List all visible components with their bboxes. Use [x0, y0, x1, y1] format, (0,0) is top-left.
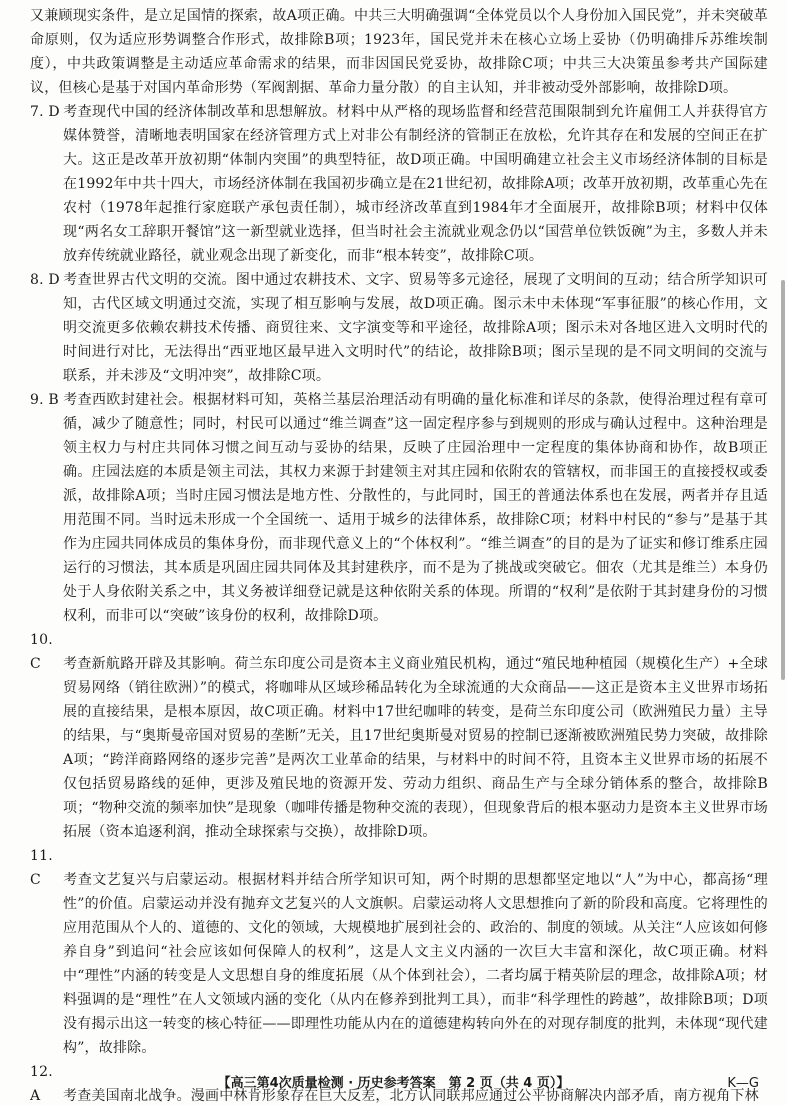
answer-number: 10. C	[30, 632, 53, 672]
answer-number: 12. A	[30, 1064, 53, 1104]
vertical-scrollbar[interactable]	[781, 280, 785, 680]
answer-explanation: 考查现代中国的经济体制改革和思想解放。材料中从严格的现场监督和经营范围限制到允许雇佣工人并获得官方媒体赞誉，清晰地表明国家在经济管理方式上对非公有制经济的管制正在放松，允许其存在和发展的空间正在扩大。这正是改革开放初期“体制内突围”的典型特征，故D项正确。中国明确建立社会主义市场经济体制的目标是在1992年中共十四大，市场经济体制在我国初步确立是在21世纪初，故排除A项；改革开放初期，改革重心先在农村（1978年起推行家庭联产承包责任制），城市经济改革直到1984年才全面展开，故排除B项；材料中仅体现“两名女工辞职开餐馆”这一新型就业选择，但当时社会主流就业观念仍以“国营单位铁饭碗”为主，多数人并未放弃传统就业路径，就业观念出现了新变化，而非“根本转变”，故排除C项。	[63, 104, 768, 264]
answer-number: 7. D	[30, 104, 60, 120]
answer-explanation: 考查西欧封建社会。根据材料可知，英格兰基层治理活动有明确的量化标准和详尽的条款，使得治理过程有章可循，减少了随意性；同时，村民可以通过“维兰调查”这一固定程序参与到规则的形成与确认过程中。这种治理是领主权力与村庄共同体习惯之间互动与妥协的结果，反映了庄园治理中一定程度的集体协商和协作，故B项正确。庄园法庭的本质是领主司法，其权力来源于封建领主对其庄园和依附农的管辖权，而非国王的直接授权或委派，故排除A项；当时庄园习惯法是地方性、分散性的，与此同时，国王的普通法体系也在发展，两者并存且适用范围不同。当时远未形成一个全国统一、适用于城乡的法律体系，故排除C项；材料中村民的“参与”是基于其作为庄园共同体成员的集体身份，而非现代意义上的“个体权利”。“维兰调查”的目的是为了证实和修订维系庄园运行的习惯法，其本质是巩固庄园共同体及其封建秩序，而不是为了挑战或突破它。佃农（尤其是维兰）本身仍处于人身依附关系之中，其义务被详细登记就是这种依附关系的体现。所谓的“权利”是依附于其封建身份的习惯权利，而非可以“突破”该身份的权利，故排除D项。	[63, 392, 768, 624]
answer-explanation: 考查新航路开辟及其影响。荷兰东印度公司是资本主义商业殖民机构，通过“殖民地种植园（规模化生产）+全球贸易网络（销往欧洲）”的模式，将咖啡从区域珍稀品转化为全球流通的大众商品——这正是资本主义世界市场拓展的直接结果，是根本原因，故C项正确。材料中17世纪咖啡的转变，是荷兰东印度公司（欧洲殖民力量）主导的结果，与“奥斯曼帝国对贸易的垄断”无关，且17世纪奥斯曼对贸易的控制已逐渐被欧洲殖民势力突破，故排除A项；“跨洋商路网络的逐步完善”是两次工业革命的结果，与材料中的时间不符，且资本主义世界市场的拓展不仅包括贸易路线的延伸，更涉及殖民地的资源开发、劳动力组织、商品生产与全球分销体系的整合，故排除B项；“物种交流的频率加快”是现象（咖啡传播是物种交流的表现），但现象背后的根本驱动力是资本主义世界市场拓展（资本追逐利润，推动全球探索与交换），故排除D项。	[63, 656, 768, 840]
answer-item-8	[30, 268, 768, 388]
answer-item-7	[30, 100, 768, 268]
answer-explanation: 考查文艺复兴与启蒙运动。根据材料并结合所学知识可知，两个时期的思想都坚定地以“人”为中心，都高扬“理性”的价值。启蒙运动并没有抛弃文艺复兴的人文旗帜。启蒙运动将人文思想推向了新的阶段和高度。它将理性的应用范围从个人的、道德的、文化的领域，大规模地扩展到社会的、政治的、制度的领域。从关注“人应该如何修养自身”到追问“社会应该如何保障人的权利”，这是人文主义内涵的一次巨大丰富和深化，故C项正确。材料中“理性”内涵的转变是人文思想自身的维度拓展（从个体到社会），二者均属于精英阶层的理念，故排除A项；材料强调的是“理性”在人文领域内涵的变化（从内在修养到批判工具），而非“科学理性的跨越”，故排除B项；D项没有揭示出这一转变的核心特征——即理性功能从内在的道德建构转向外在的对现存制度的批判，未体现“现代建构”，故排除。	[63, 872, 768, 1056]
document-body	[30, 4, 768, 1108]
answer-number: 11. C	[30, 848, 53, 888]
footer-title: 【高三第4次质量检测 · 历史参考答案 第 2 页（共 4 页）】	[217, 1076, 570, 1091]
lead-paragraph: 又兼顾现实条件，是立足国情的探索，故A项正确。中共三大明确强调“全体党员以个人身份加入国民党”，并未突破革命原则，仅为适应形势调整合作形式，故排除B项；1923年，国民党并未在核心立场上妥协（仍明确排斥苏维埃制度），中共政策调整是主动适应革命需求的结果，而非因国民党妥协，故排除C项；中共三大决策虽参考共产国际建议，但核心是基于对国内革命形势（军阀割据、革命力量分散）的自主认知，并非被动受外部影响，故排除D项。	[30, 8, 768, 96]
answer-explanation: 考查世界古代文明的交流。图中通过农耕技术、文字、贸易等多元途径，展现了文明间的互动；结合所学知识可知，古代区域文明通过交流，实现了相互影响与发展，故D项正确。图示未中未体现“军事征服”的核心作用，文明交流更多依赖农耕技术传播、商贸往来、文字演变等和平途径，故排除A项；图示未对各地区进入文明时代的时间进行对比，无法得出“西亚地区最早进入文明时代”的结论，故排除B项；图示呈现的是不同文明间的交流与联系，并未涉及“文明冲突”，故排除C项。	[63, 272, 768, 384]
answer-item-11	[30, 844, 768, 1060]
answer-number: 9. B	[30, 392, 59, 408]
answer-explanation: 考查美国南北战争。漫画中林肯形象存在巨大反差，北方认同联邦应通过公平协商解决内部矛盾，南方视角下林	[63, 1088, 759, 1104]
answer-item-10	[30, 628, 768, 844]
answer-item-9	[30, 388, 768, 628]
footer-code: K—G	[727, 1076, 759, 1091]
page-footer	[0, 1072, 787, 1096]
answer-number: 8. D	[30, 272, 60, 288]
